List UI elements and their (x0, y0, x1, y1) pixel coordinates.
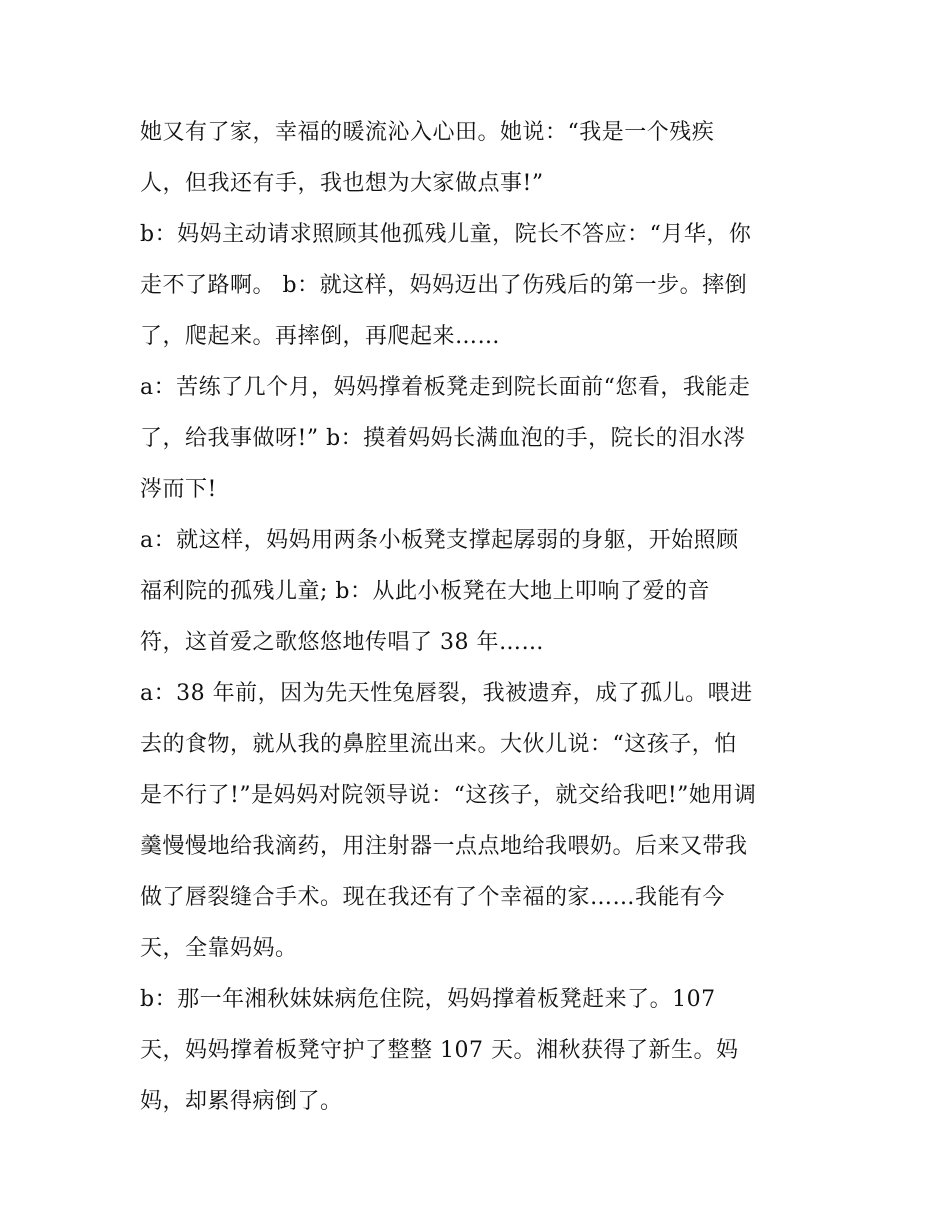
text-line: 做了唇裂缝合手术。现在我还有了个幸福的家……我能有今 (140, 885, 726, 910)
text-line: 天，全靠妈妈。 (140, 936, 298, 961)
text-line: 走不了路啊。 b：就这样，妈妈迈出了伤残后的第一步。摔倒 (140, 273, 748, 298)
document-body (140, 107, 820, 1127)
text-line: 羹慢慢地给我滴药，用注射器一点点地给我喂奶。后来又带我 (140, 834, 748, 859)
text-line: a：就这样，妈妈用两条小板凳支撑起孱弱的身躯，开始照顾 (140, 528, 739, 553)
text-line: a：38 年前，因为先天性兔唇裂，我被遗弃，成了孤儿。喂进 (140, 681, 753, 706)
text-line: 天，妈妈撑着板凳守护了整整 107 天。湘秋获得了新生。妈 (140, 1038, 739, 1063)
text-line: 了，爬起来。再摔倒，再爬起来…… (140, 324, 501, 349)
text-line: 人，但我还有手，我也想为大家做点事!” (140, 171, 544, 196)
text-line: 她又有了家，幸福的暖流沁入心田。她说：“我是一个残疾 (140, 120, 715, 145)
text-line: a：苦练了几个月，妈妈撑着板凳走到院长面前“您看，我能走 (140, 375, 751, 400)
text-line: 福利院的孤残儿童; b：从此小板凳在大地上叩响了爱的音 (140, 579, 710, 604)
text-line: b：妈妈主动请求照顾其他孤残儿童，院长不答应：“月华，你 (140, 222, 752, 247)
text-line: 去的食物，就从我的鼻腔里流出来。大伙儿说：“这孩子，怕 (140, 732, 737, 757)
text-line: 妈，却累得病倒了。 (140, 1089, 343, 1114)
text-line: 是不行了!”是妈妈对院领导说：“这孩子，就交给我吧!”她用调 (140, 783, 757, 808)
text-line: 了，给我事做呀!” b：摸着妈妈长满血泡的手，院长的泪水涔 (140, 426, 746, 451)
text-line: 涔而下! (140, 477, 217, 502)
text-line: b：那一年湘秋妹妹病危住院，妈妈撑着板凳赶来了。107 (140, 987, 716, 1012)
text-line: 符，这首爱之歌悠悠地传唱了 38 年…… (140, 630, 544, 655)
